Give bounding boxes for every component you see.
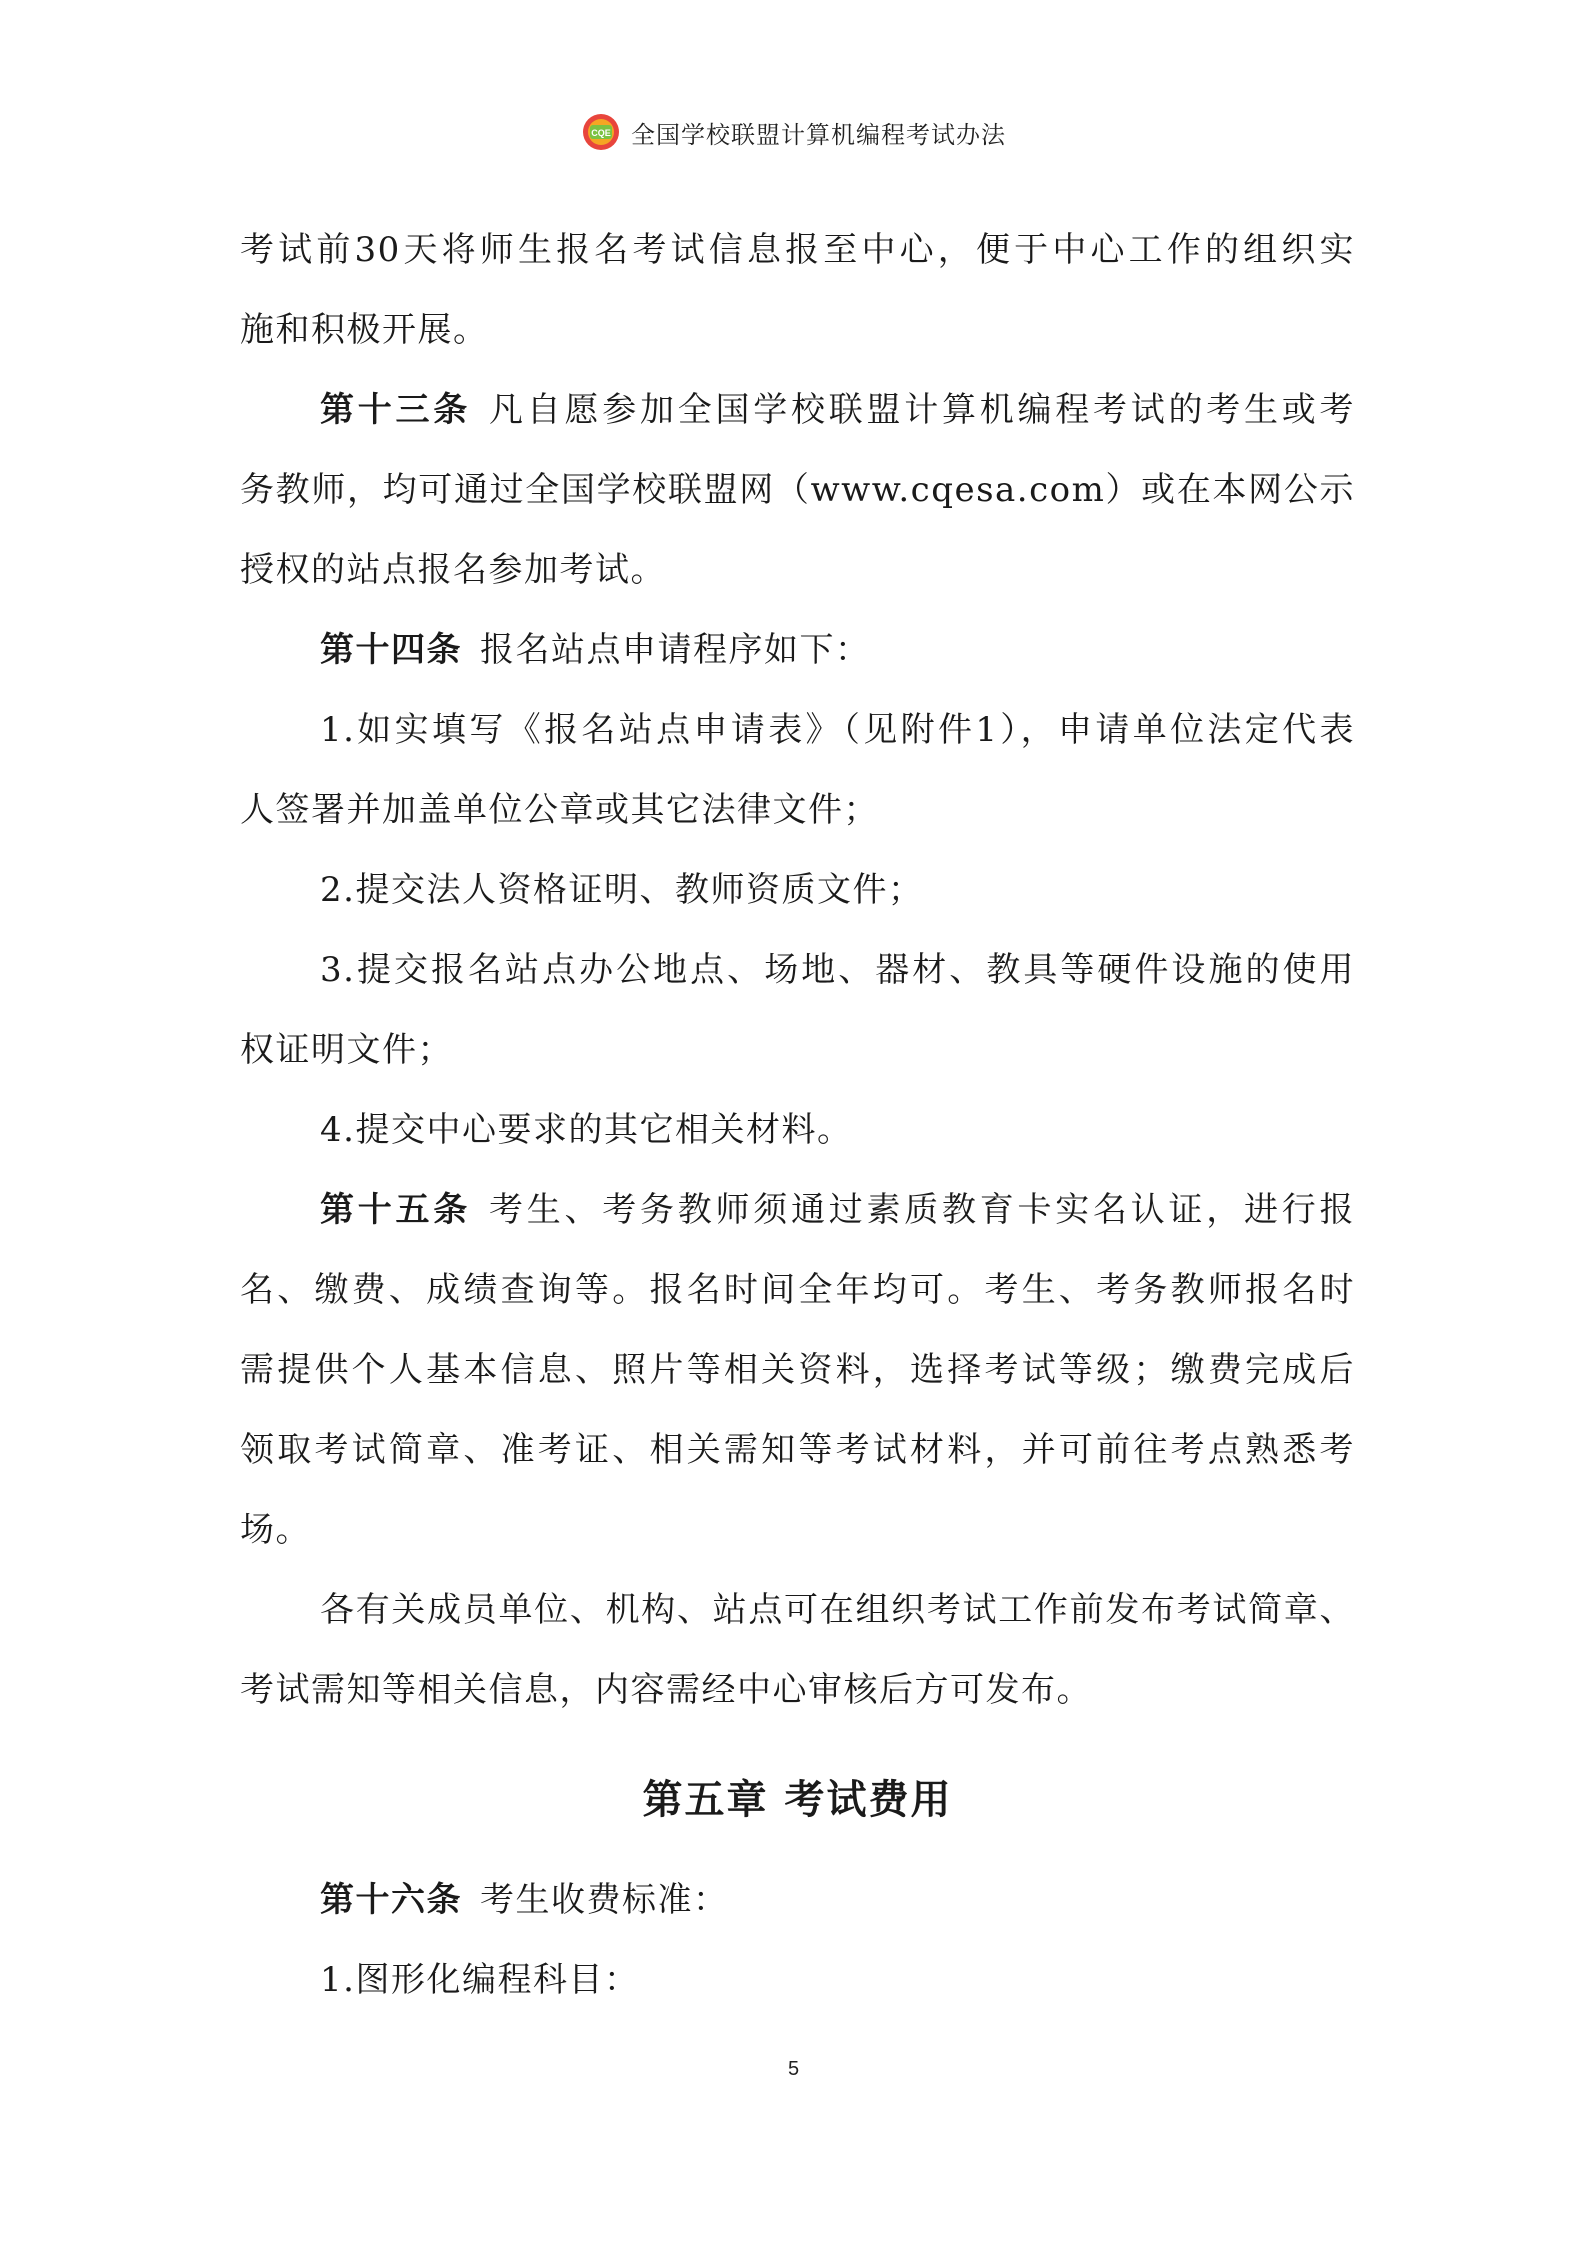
article-label: 第十五条 [320,1190,471,1230]
article-15 [240,1170,1355,1570]
text-line: 2.提交法人资格证明、教师资质文件； [320,870,924,910]
article-label: 第十四条 [320,630,462,670]
article-text: 凡自愿参加全国学校联盟计算机编程考试的考生或考 [489,390,1355,430]
text-line: 各有关成员单位、机构、站点可在组织考试工作前发布考试简章、 [320,1590,1355,1630]
text-line: 考试需知等相关信息，内容需经中心审核后方可发布。 [240,1670,1092,1710]
paragraph-publishing [240,1570,1355,1730]
text-line: 授权的站点报名参加考试。 [240,550,666,590]
document-body [240,210,1355,2020]
text-line: 名、缴费、成绩查询等。报名时间全年均可。考生、考务教师报名时 [240,1270,1355,1310]
logo-icon [581,112,621,152]
text-line: 务教师，均可通过全国学校联盟网（www.cqesa.com）或在本网公示 [240,470,1355,510]
text-line: 考试前30天将师生报名考试信息报至中心，便于中心工作的组织实 [240,230,1355,270]
article-14 [240,610,1355,690]
text-line: 权证明文件； [240,1030,453,1070]
text-line: 场。 [240,1510,311,1550]
article-text: 考生、考务教师须通过素质教育卡实名认证，进行报 [489,1190,1355,1230]
text-line: 需提供个人基本信息、照片等相关资料，选择考试等级；缴费完成后 [240,1350,1355,1390]
text-line [240,370,1355,450]
text-line [240,1170,1355,1250]
text-line: 施和积极开展。 [240,310,489,350]
text-line [240,610,1355,690]
paragraph-registration-deadline [240,210,1355,370]
svg-text:CQE: CQE [591,128,611,138]
list-item-graphic-programming [240,1940,1355,2020]
article-label: 第十六条 [320,1880,462,1920]
text-line: 4.提交中心要求的其它相关材料。 [320,1110,853,1150]
list-item-2 [240,850,1355,930]
list-item-1 [240,690,1355,850]
text-line: 1.图形化编程科目： [320,1960,640,2000]
list-item-3 [240,930,1355,1090]
article-16 [240,1860,1355,1940]
page-number: 5 [787,2058,800,2080]
text-line: 人签署并加盖单位公章或其它法律文件； [240,790,879,830]
text-line [240,1860,1355,1940]
text-line: 1.如实填写《报名站点申请表》（见附件1），申请单位法定代表 [320,710,1355,750]
text-line: 领取考试简章、准考证、相关需知等考试材料，并可前往考点熟悉考 [240,1430,1355,1470]
article-13 [240,370,1355,610]
chapter-heading: 第五章 考试费用 [642,1777,953,1823]
article-text: 考生收费标准： [480,1880,729,1920]
list-item-4 [240,1090,1355,1170]
article-text: 报名站点申请程序如下： [480,630,871,670]
header-title: 全国学校联盟计算机编程考试办法 [631,120,1006,149]
page-header [0,108,1587,156]
text-line: 3.提交报名站点办公地点、场地、器材、教具等硬件设施的使用 [320,950,1355,990]
article-label: 第十三条 [320,390,471,430]
